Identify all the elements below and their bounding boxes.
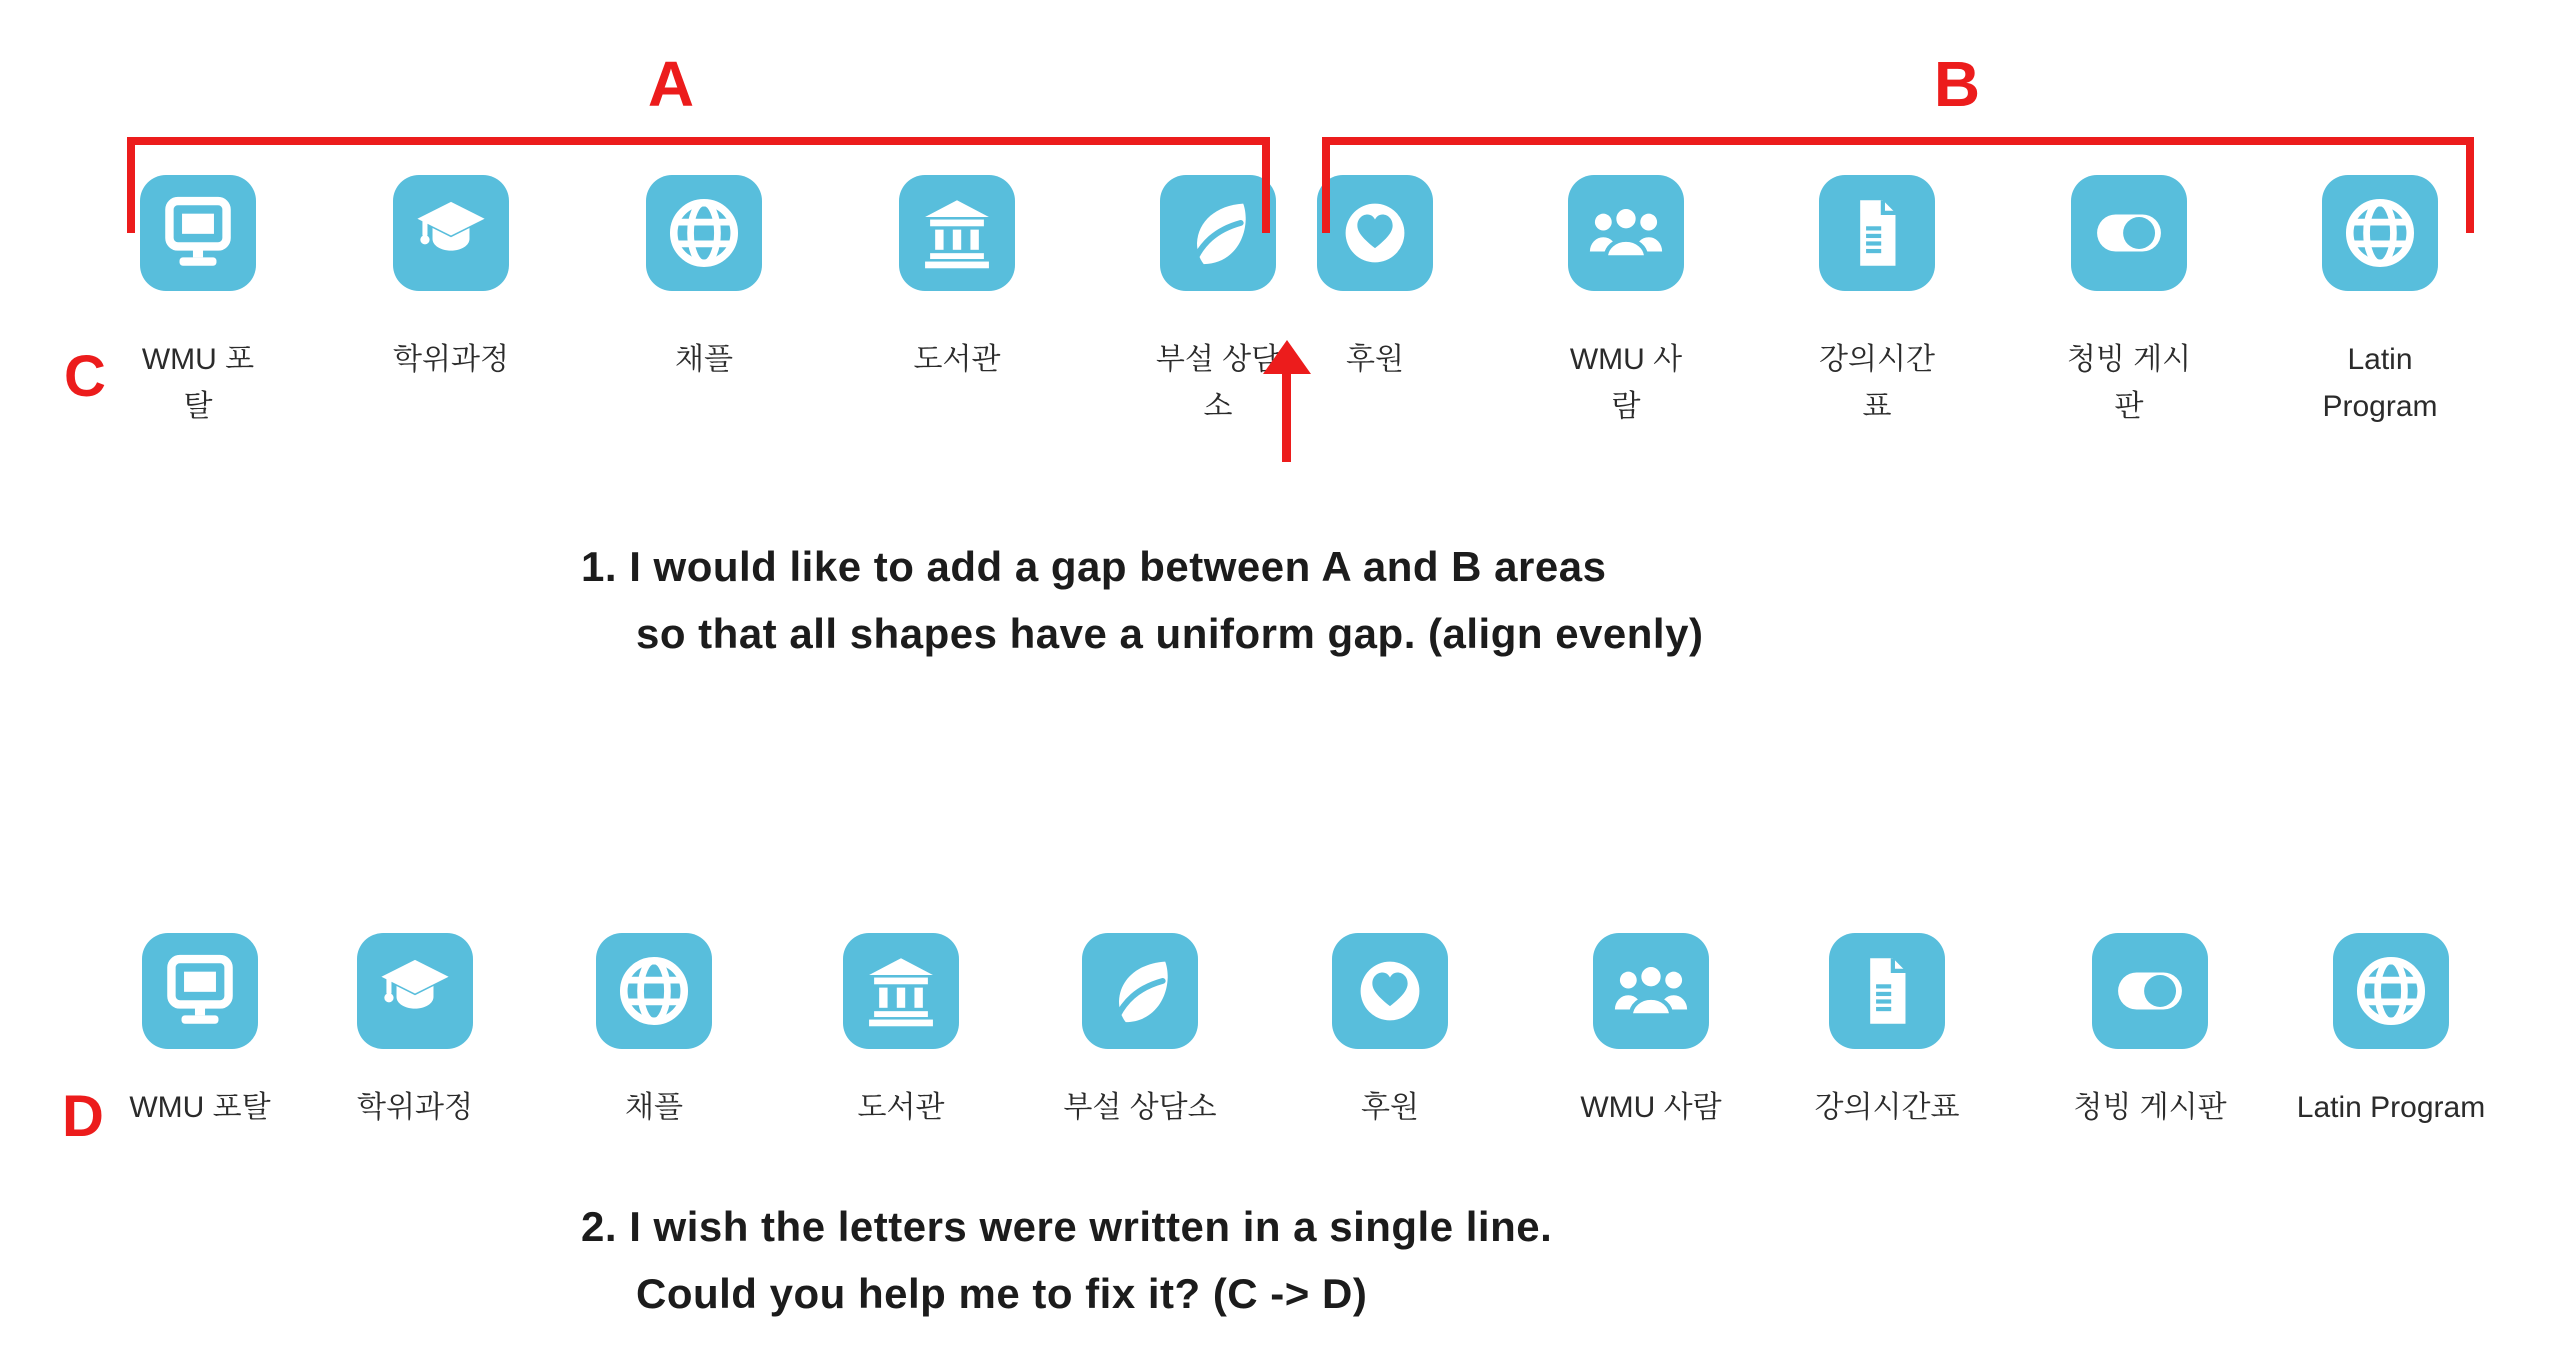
instruction-2-line-1: 2. I wish the letters were written in a single line. bbox=[581, 1203, 1553, 1250]
monitor-icon bbox=[158, 949, 242, 1033]
app-tile[interactable] bbox=[142, 933, 258, 1049]
app-label: 부설 상담 소 bbox=[1155, 343, 1281, 423]
users-icon bbox=[1609, 949, 1693, 1033]
app-tile[interactable] bbox=[1593, 933, 1709, 1049]
app-label: 채플 bbox=[625, 1091, 683, 1124]
app-label: 채플 bbox=[675, 343, 733, 376]
app-label: 도서관 bbox=[857, 1091, 945, 1124]
app-label: 학위과정 bbox=[393, 343, 509, 376]
instruction-2-line-2: Could you help me to fix it? (C -> D) bbox=[636, 1270, 1368, 1317]
app-label: 후원 bbox=[1346, 343, 1404, 376]
app-tile[interactable] bbox=[2092, 933, 2208, 1049]
globe-icon bbox=[2349, 949, 2433, 1033]
app-label: Latin Program bbox=[2296, 1091, 2486, 1124]
bracket-area-a bbox=[127, 137, 1270, 233]
bank-icon bbox=[859, 949, 943, 1033]
row-label-c: C bbox=[64, 344, 106, 409]
bracket-area-b bbox=[1322, 137, 2474, 233]
area-label-a: A bbox=[647, 48, 695, 120]
app-label: 강의시간 표 bbox=[1819, 343, 1935, 423]
app-label: 강의시간표 bbox=[1814, 1091, 1960, 1124]
app-label: WMU 사 람 bbox=[1569, 343, 1683, 423]
app-label: WMU 포 탈 bbox=[141, 343, 255, 423]
app-label: 부설 상담소 bbox=[1063, 1091, 1217, 1124]
app-tile[interactable] bbox=[843, 933, 959, 1049]
gap-arrow-shaft bbox=[1282, 372, 1291, 462]
gap-arrow-icon bbox=[1263, 340, 1311, 374]
app-tile[interactable] bbox=[596, 933, 712, 1049]
app-label: 청빙 게시판 bbox=[2073, 1091, 2227, 1124]
app-tile[interactable] bbox=[1829, 933, 1945, 1049]
app-label: 도서관 bbox=[913, 343, 1001, 376]
app-label: 후원 bbox=[1361, 1091, 1419, 1124]
toggle-icon bbox=[2108, 949, 2192, 1033]
area-label-b: B bbox=[1933, 48, 1981, 120]
app-label: 청빙 게시 판 bbox=[2066, 343, 2192, 423]
row-label-d: D bbox=[62, 1084, 104, 1149]
graduation-cap-icon bbox=[373, 949, 457, 1033]
app-tile[interactable] bbox=[1332, 933, 1448, 1049]
app-tile[interactable] bbox=[357, 933, 473, 1049]
app-label: Latin Program bbox=[2322, 343, 2438, 423]
document-icon bbox=[1845, 949, 1929, 1033]
app-tile[interactable] bbox=[2333, 933, 2449, 1049]
leaf-icon bbox=[1098, 949, 1182, 1033]
heart-circle-icon bbox=[1348, 949, 1432, 1033]
app-label: 학위과정 bbox=[357, 1091, 473, 1124]
instruction-1-line-1: 1. I would like to add a gap between A and B areas bbox=[581, 543, 1607, 590]
globe-icon bbox=[612, 949, 696, 1033]
instruction-1-line-2: so that all shapes have a uniform gap. (align evenly) bbox=[636, 610, 1704, 657]
app-tile[interactable] bbox=[1082, 933, 1198, 1049]
app-label: WMU 사람 bbox=[1580, 1091, 1722, 1124]
app-label: WMU 포탈 bbox=[129, 1091, 271, 1124]
